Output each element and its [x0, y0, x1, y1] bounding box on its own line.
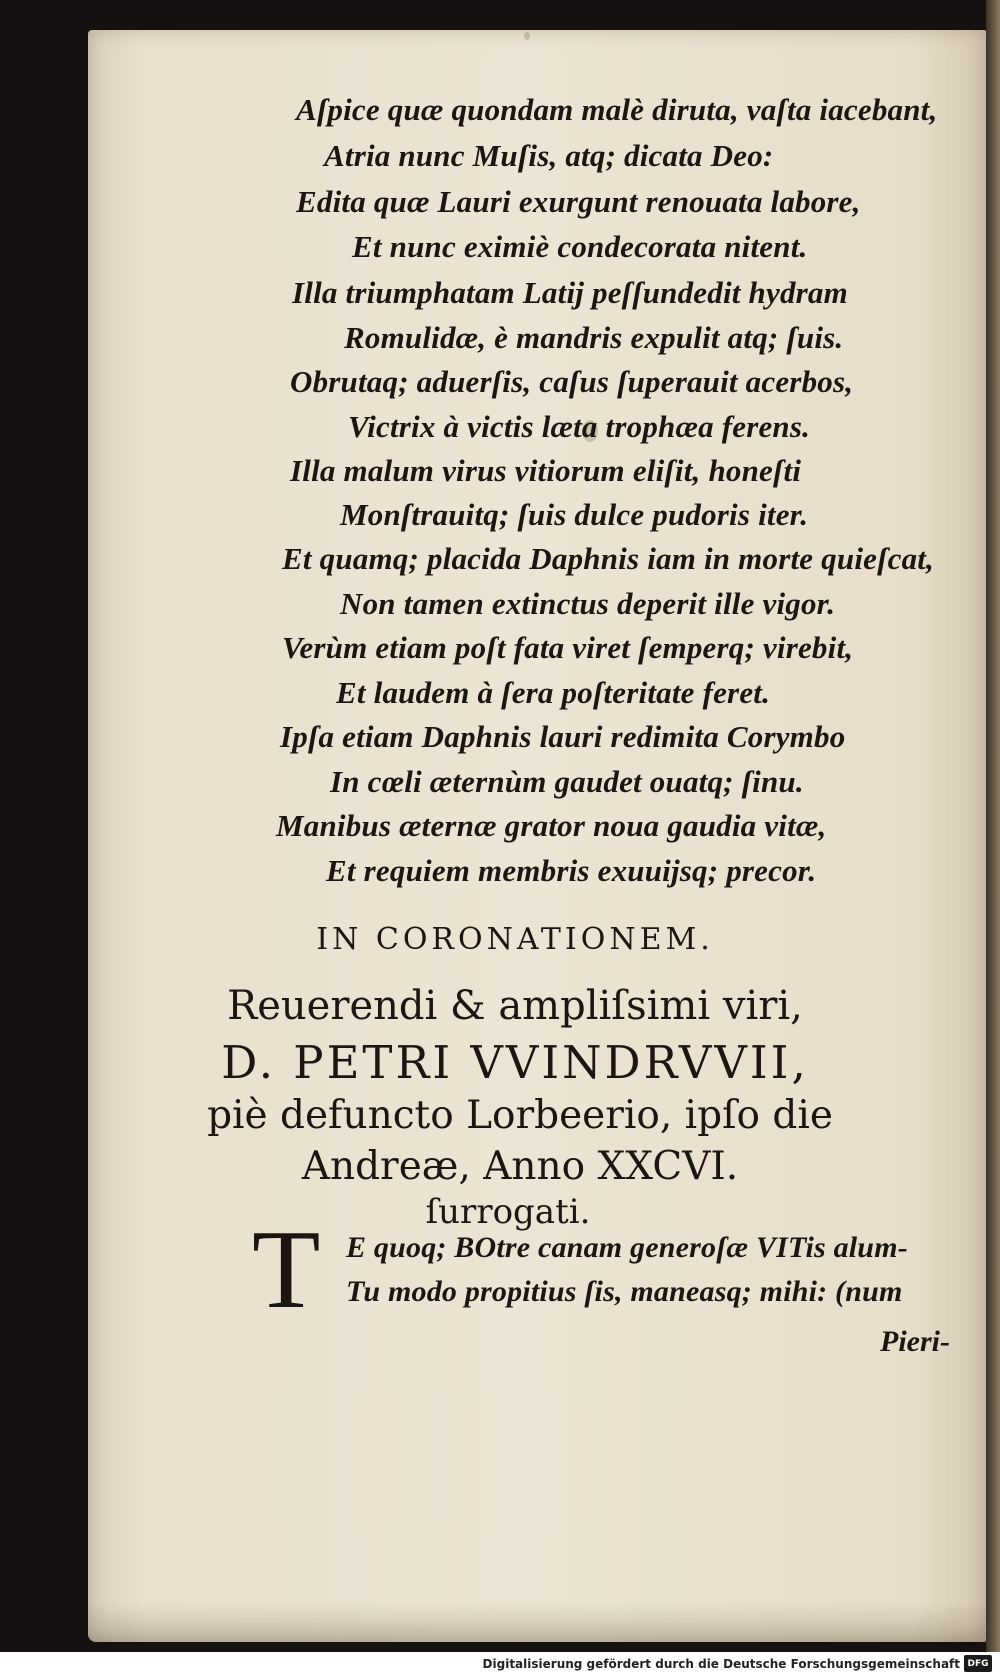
poem-line: Et quamq; placida Daphnis iam in morte quieſcat,	[282, 541, 935, 576]
poem-line: Victrix à victis læta trophæa ferens.	[348, 409, 811, 444]
poem-line: Et laudem à ſera poſteritate feret.	[336, 675, 771, 710]
poem-line: Romulidæ, è mandris expulit atq; ſuis.	[344, 320, 844, 355]
poem-line: Illa malum virus vitiorum eliſit, honeſti	[290, 453, 802, 488]
dedication-line: ſurrogati.	[425, 1192, 591, 1232]
ink-stain	[524, 32, 530, 40]
poem-line: Et nunc eximiè condecorata nitent.	[352, 229, 808, 264]
poem-line: Illa triumphatam Latij peſſundedit hydram	[292, 275, 848, 310]
dfg-logo: DFG	[964, 1655, 992, 1672]
section-heading: IN CORONATIONEM.	[316, 922, 714, 957]
poem-line: Ipſa etiam Daphnis lauri redimita Corymbo	[280, 719, 846, 754]
poem-line: Verùm etiam poſt fata viret ſemperq; virebit,	[282, 630, 854, 665]
dedication-date: Andreæ, Anno XXCVI.	[301, 1144, 739, 1189]
page-edge	[986, 0, 1000, 1652]
digitization-credit: Digitalisierung gefördert durch die Deutsche Forschungsgemeinschaft	[482, 1657, 960, 1671]
poem-line: Et requiem membris exuuijsq; precor.	[326, 853, 817, 888]
poem-line: Non tamen extinctus deperit ille vigor.	[340, 586, 836, 621]
catchword: Pieri-	[880, 1325, 950, 1358]
poem-line: Manibus æternæ grator noua gaudia vitæ,	[276, 808, 827, 843]
poem-line: Aſpice quæ quondam malè diruta, vaſta iacebant,	[296, 92, 938, 127]
drop-cap: T	[252, 1208, 321, 1332]
dedicatee-name: D. PETRI VVINDRVVII,	[221, 1036, 809, 1089]
poem-line: Obrutaq; aduerſis, caſus ſuperauit acerbos,	[290, 364, 854, 399]
poem-line: Edita quæ Lauri exurgunt renouata labore,	[296, 184, 861, 219]
dedication-line: Reuerendi & ampliſsimi viri,	[227, 983, 803, 1029]
poem-line: Atria nunc Muſis, atq; dicata Deo:	[324, 138, 774, 173]
poem-line: Monſtrauitq; ſuis dulce pudoris iter.	[340, 497, 809, 532]
dedication-line: piè defuncto Lorbeerio, ipſo die	[207, 1093, 833, 1138]
poem-line: Tu modo propitius ſis, maneasq; mihi: (num	[346, 1275, 903, 1308]
poem-line: In cœli æternùm gaudet ouatq; ſinu.	[330, 764, 804, 799]
poem-line: E quoq; BOtre canam generoſæ VITis alum-	[346, 1231, 908, 1264]
